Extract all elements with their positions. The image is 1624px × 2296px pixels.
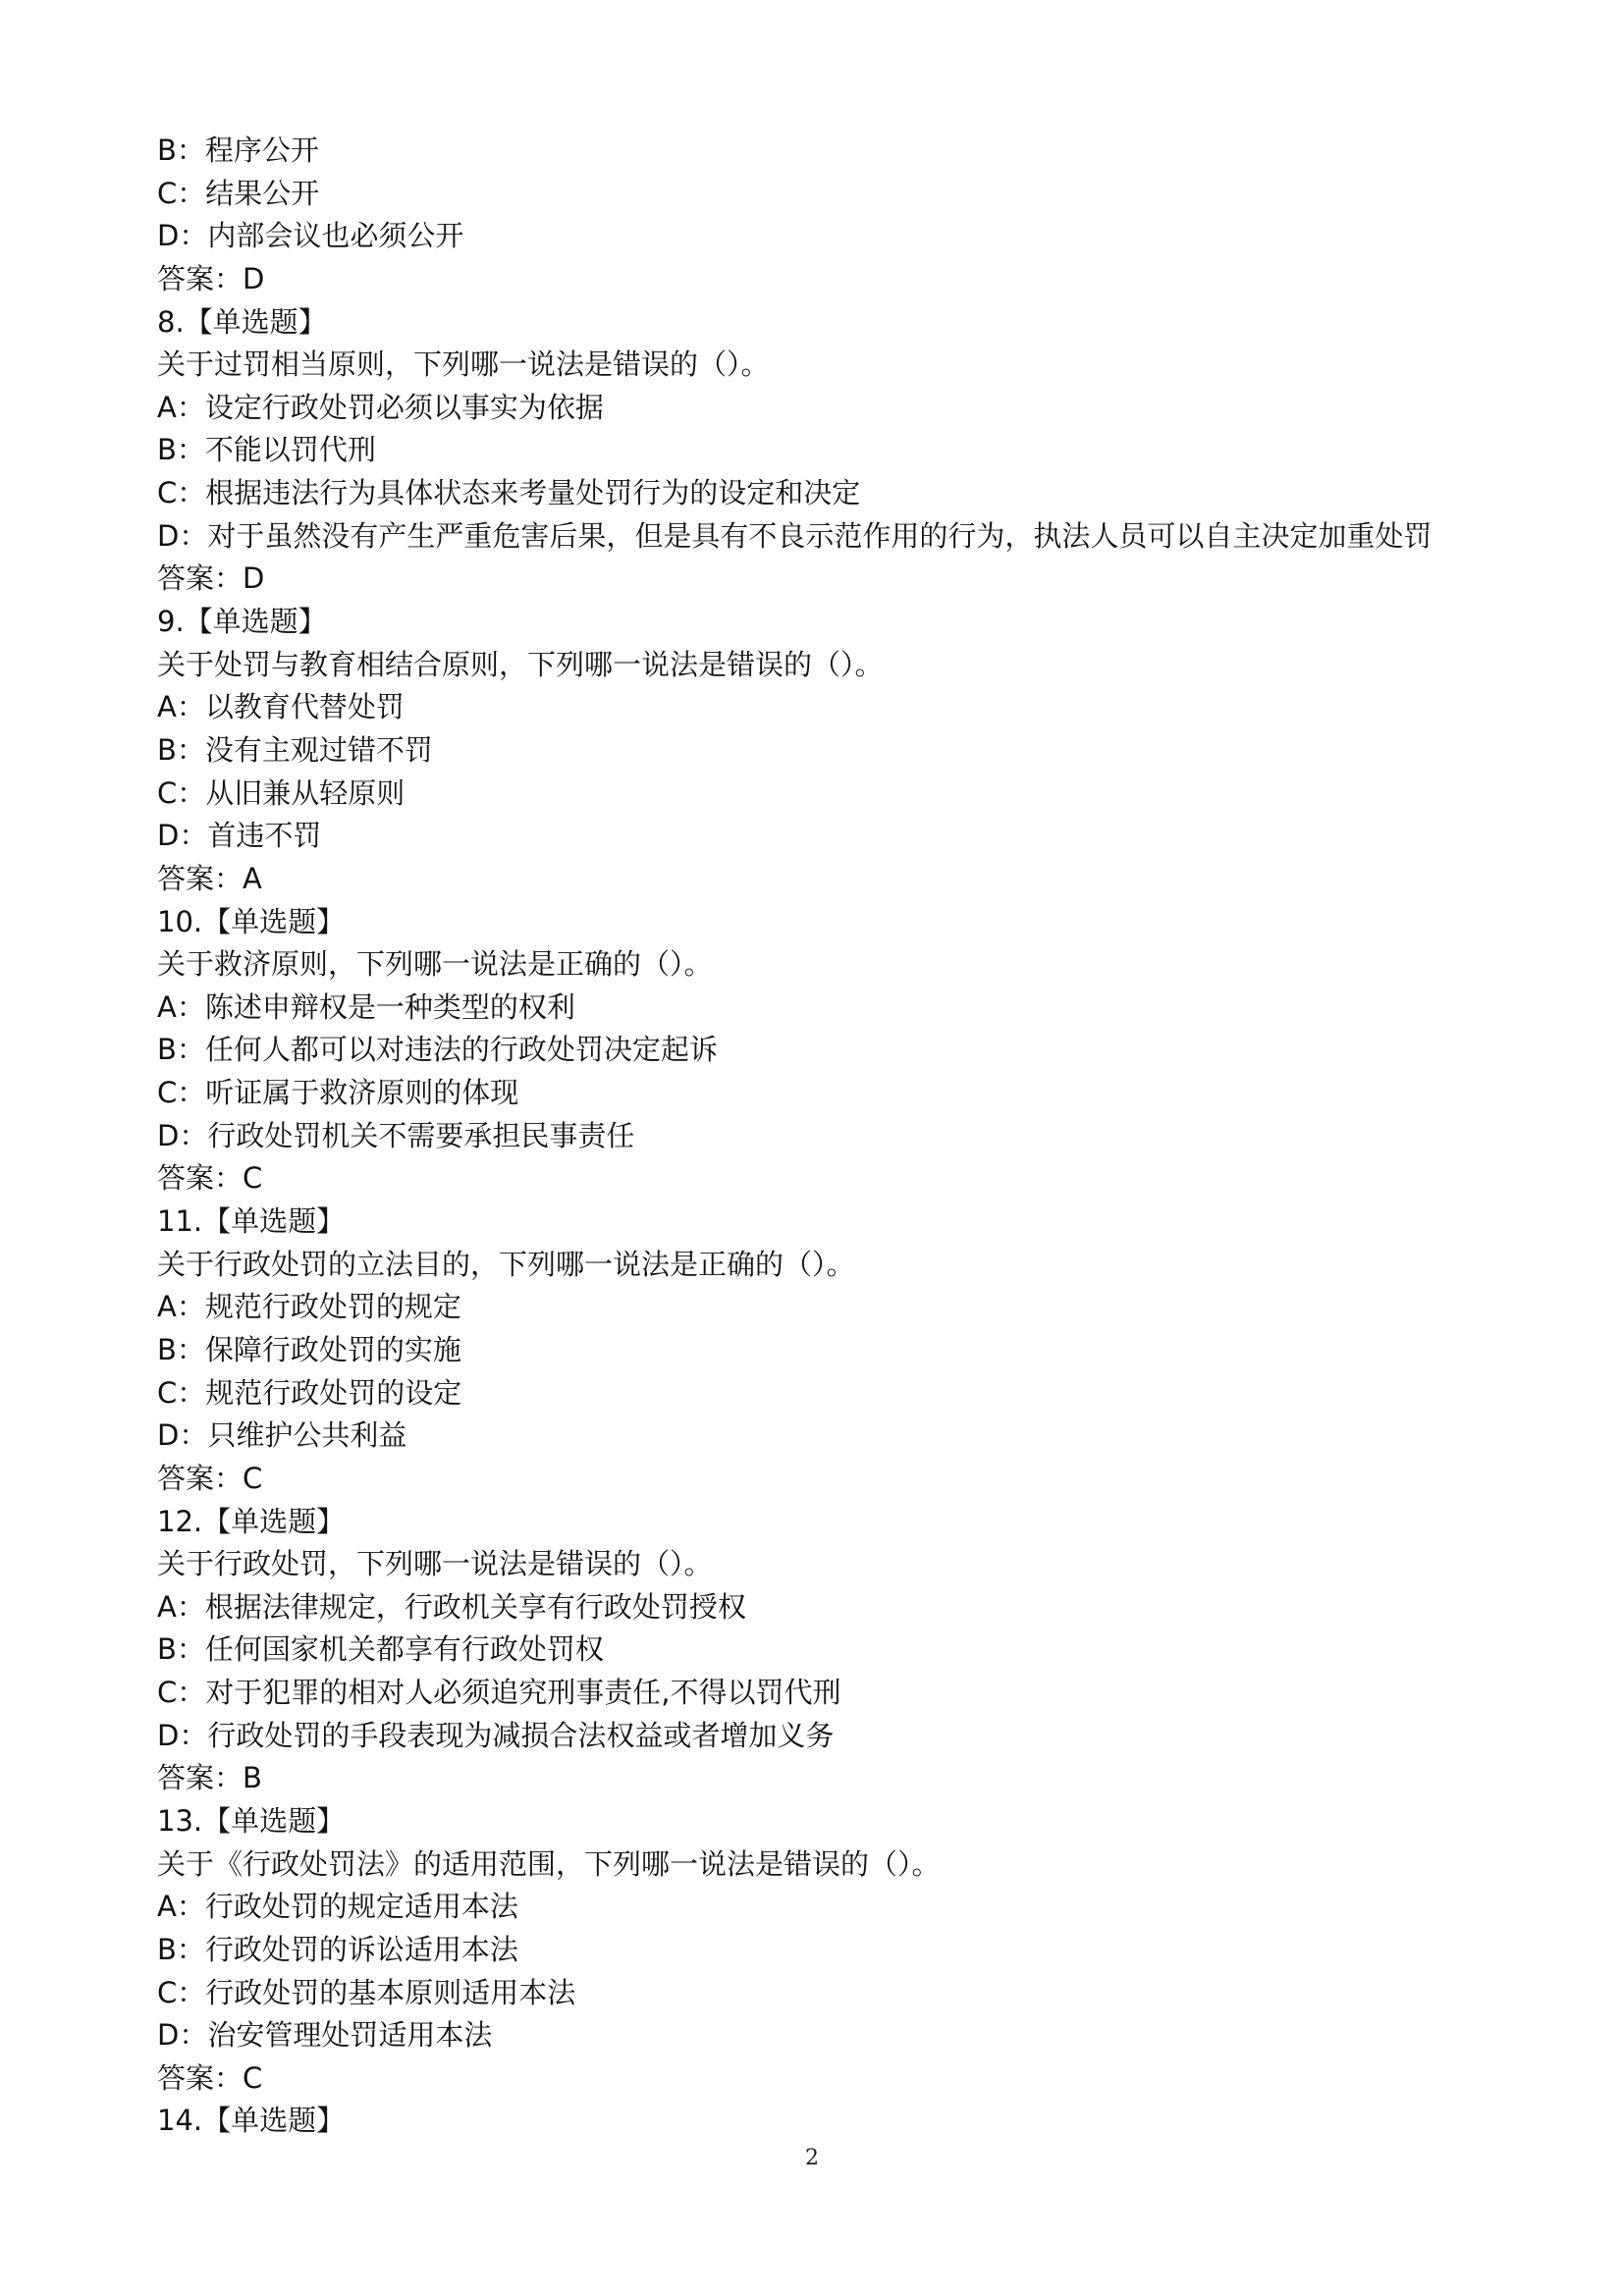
text-line: 11.【单选题】 (157, 1204, 346, 1239)
text-line: C：结果公开 (157, 176, 320, 210)
text-line: 答案：C (157, 1461, 263, 1495)
text-line: B：行政处罚的诉讼适用本法 (157, 1932, 518, 1966)
text-line: C：行政处罚的基本原则适用本法 (157, 1975, 576, 2009)
text-line: 关于过罚相当原则，下列哪一说法是错误的（）。 (157, 347, 770, 382)
text-line: C：从旧兼从轻原则 (157, 775, 406, 810)
text-line: 12.【单选题】 (157, 1504, 346, 1538)
text-line: 8.【单选题】 (157, 304, 327, 339)
text-line: D：行政处罚机关不需要承担民事责任 (157, 1118, 635, 1152)
text-line: 答案：C (157, 2060, 263, 2095)
text-line: B：不能以罚代刑 (157, 433, 376, 467)
text-line: 关于救济原则，下列哪一说法是正确的（）。 (157, 947, 713, 982)
text-line: 答案：B (157, 1761, 262, 1795)
text-line: 答案：A (157, 861, 262, 895)
text-line: 9.【单选题】 (157, 605, 327, 639)
page-number: 2 (805, 2146, 819, 2170)
text-line: 关于处罚与教育相结合原则，下列哪一说法是错误的（）。 (157, 647, 884, 681)
text-line: B：程序公开 (157, 133, 319, 167)
text-line: D：对于虽然没有产生严重危害后果，但是具有不良示范作用的行为，执法人员可以自主决定加重处罚 (157, 518, 1433, 553)
text-line: B：没有主观过错不罚 (157, 732, 433, 767)
text-line: 14.【单选题】 (157, 2104, 346, 2138)
text-line: A：以教育代替处罚 (157, 690, 405, 724)
text-line: A：设定行政处罚必须以事实为依据 (157, 390, 604, 424)
text-line: D：行政处罚的手段表现为减损合法权益或者增加义务 (157, 1718, 835, 1752)
text-line: 关于行政处罚的立法目的，下列哪一说法是正确的（）。 (157, 1247, 855, 1281)
text-line: 答案：D (157, 261, 265, 295)
text-line: B：保障行政处罚的实施 (157, 1332, 461, 1366)
text-line: 答案：C (157, 1161, 263, 1196)
text-line: 答案：D (157, 561, 265, 596)
text-line: 10.【单选题】 (157, 904, 346, 938)
text-line: 关于行政处罚，下列哪一说法是错误的（）。 (157, 1547, 713, 1581)
text-line: D：首违不罚 (157, 819, 322, 853)
text-line: A：陈述申辩权是一种类型的权利 (157, 989, 575, 1024)
text-line: A：规范行政处罚的规定 (157, 1290, 461, 1324)
text-line: C：听证属于救济原则的体现 (157, 1076, 519, 1110)
text-line: D：治安管理处罚适用本法 (157, 2018, 493, 2053)
text-line: C：规范行政处罚的设定 (157, 1375, 462, 1410)
text-line: D：只维护公共利益 (157, 1418, 407, 1453)
text-line: A：行政处罚的规定适用本法 (157, 1890, 518, 1924)
text-line: 关于《行政处罚法》的适用范围，下列哪一说法是错误的（）。 (157, 1846, 941, 1881)
text-line: B：任何人都可以对违法的行政处罚决定起诉 (157, 1033, 718, 1067)
text-line: B：任何国家机关都享有行政处罚权 (157, 1632, 604, 1667)
text-line: 13.【单选题】 (157, 1803, 346, 1838)
text-line: A：根据法律规定，行政机关享有行政处罚授权 (157, 1589, 746, 1624)
page-content (157, 130, 1512, 2143)
text-line: D：内部会议也必须公开 (157, 219, 464, 253)
text-line: C：根据违法行为具体状态来考量处罚行为的设定和决定 (157, 476, 861, 510)
text-line: C：对于犯罪的相对人必须追究刑事责任,不得以罚代刑 (157, 1676, 841, 1710)
